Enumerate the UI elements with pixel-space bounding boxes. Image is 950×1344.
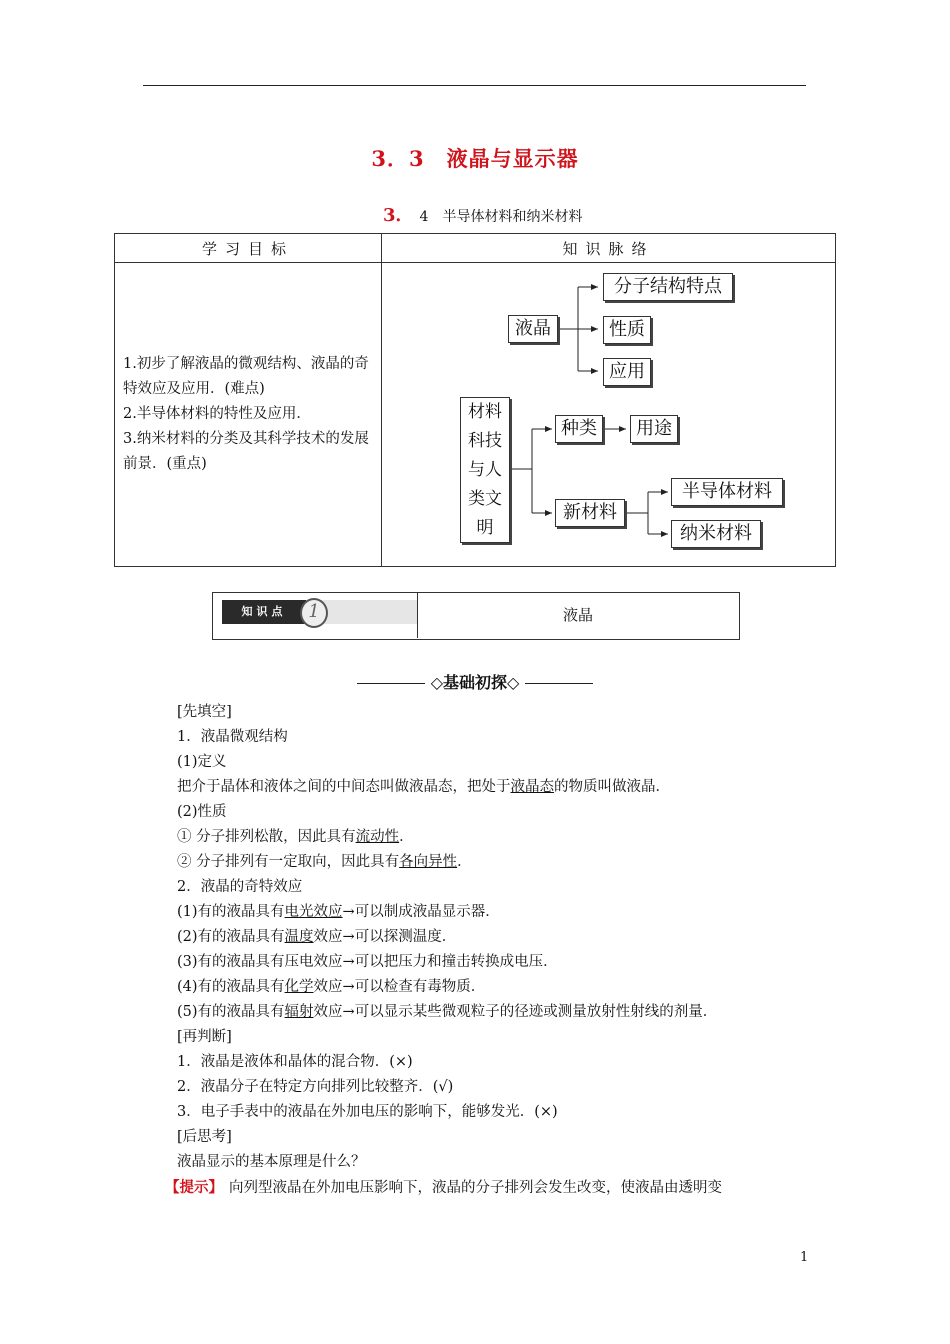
hint-label: 【提示】 — [165, 1179, 223, 1196]
property-line: ① 分子排列松散，因此具有流动性． — [177, 829, 414, 845]
map-node-uses: 用途 — [630, 415, 678, 443]
judge-item: 2．液晶分子在特定方向排列比较整齐．(√) — [177, 1079, 454, 1095]
blank-answer: 化学 — [284, 979, 314, 995]
knowledge-map — [382, 263, 836, 567]
section-heading — [0, 670, 950, 693]
subtitle-text: 4 半导体材料和纳米材料 — [419, 209, 583, 225]
section-rule-left — [357, 683, 425, 684]
subtitle-number: 3． — [383, 205, 414, 226]
content-body — [165, 700, 817, 1200]
definition-line: 把介于晶体和液体之间的中间态叫做液晶态，把处于液晶态的物质叫做液晶． — [177, 779, 670, 795]
judge-item: 3．电子手表中的液晶在外加电压的影响下，能够发光．(×) — [177, 1104, 558, 1120]
section-rule-right — [525, 683, 593, 684]
page-title: 3．3 液晶与显示器 — [371, 146, 579, 171]
knowledge-point-badge: 知识点 — [222, 600, 306, 624]
map-node-property: 性质 — [603, 316, 651, 344]
section-1-heading: 1．液晶微观结构 — [177, 729, 288, 745]
property-line: ② 分子排列有一定取向，因此具有各向异性． — [177, 854, 472, 870]
page-number: 1 — [800, 1250, 809, 1265]
think-question: 液晶显示的基本原理是什么？ — [177, 1154, 366, 1170]
goals-header: 学习目标 — [115, 234, 382, 263]
effect-line: (4)有的液晶具有化学效应→可以检查有毒物质． — [177, 979, 486, 995]
judge-heading: [再判断] — [177, 1029, 232, 1045]
map-node-new-material: 新材料 — [555, 499, 625, 527]
hint-text: 向列型液晶在外加电压影响下，液晶的分子排列会发生改变，使液晶由透明变 — [229, 1180, 722, 1196]
think-heading: [后思考] — [177, 1129, 232, 1145]
map-node-application: 应用 — [603, 358, 651, 386]
goal-item: 1.初步了解液晶的微观结构、液晶的奇特效应及应用．(难点) — [123, 356, 369, 397]
goal-item: 3.纳米材料的分类及其科学技术的发展前景．(重点) — [123, 431, 369, 472]
fill-heading: [先填空] — [177, 704, 232, 720]
map-node-liquid-crystal: 液晶 — [508, 315, 558, 343]
effect-line: (5)有的液晶具有辐射效应→可以显示某些微观粒子的径迹或测量放射性射线的剂量． — [177, 1004, 718, 1020]
blank-answer: 流动性 — [355, 829, 400, 845]
blank-answer: 各向异性 — [399, 854, 458, 870]
knowledge-point-label: 液晶 — [562, 606, 593, 624]
map-node-kinds: 种类 — [555, 415, 603, 443]
map-node-structure: 分子结构特点 — [603, 273, 733, 301]
blank-answer: 辐射 — [284, 1004, 314, 1020]
page-subtitle — [383, 201, 582, 227]
map-header: 知识脉络 — [382, 234, 836, 263]
header-rule — [143, 85, 806, 86]
goals-list — [115, 263, 382, 567]
judge-item: 1．液晶是液体和晶体的混合物．(×) — [177, 1054, 413, 1070]
property-heading: (2)性质 — [177, 804, 227, 820]
effect-line: (3)有的液晶具有压电效应→可以把压力和撞击转换成电压． — [177, 954, 558, 970]
blank-answer: 温度 — [284, 929, 314, 945]
section-title: ◇基础初探◇ — [430, 673, 520, 692]
knowledge-point-number: 1 — [300, 598, 328, 628]
goal-item: 2.半导体材料的特性及应用． — [123, 406, 311, 422]
effect-line: (2)有的液晶具有温度效应→可以探测温度． — [177, 929, 457, 945]
map-node-semiconductor: 半导体材料 — [671, 478, 783, 506]
effect-line: (1)有的液晶具有电光效应→可以制成液晶显示器． — [177, 904, 500, 920]
definition-heading: (1)定义 — [177, 754, 227, 770]
map-node-nano: 纳米材料 — [671, 520, 761, 548]
blank-answer: 电光效应 — [284, 904, 343, 920]
section-2-heading: 2．液晶的奇特效应 — [177, 879, 303, 895]
hint-line — [165, 1175, 817, 1200]
blank-answer: 液晶态 — [510, 779, 554, 795]
goals-table — [114, 233, 836, 567]
map-node-root: 材料科技与人类文明 — [460, 397, 510, 543]
